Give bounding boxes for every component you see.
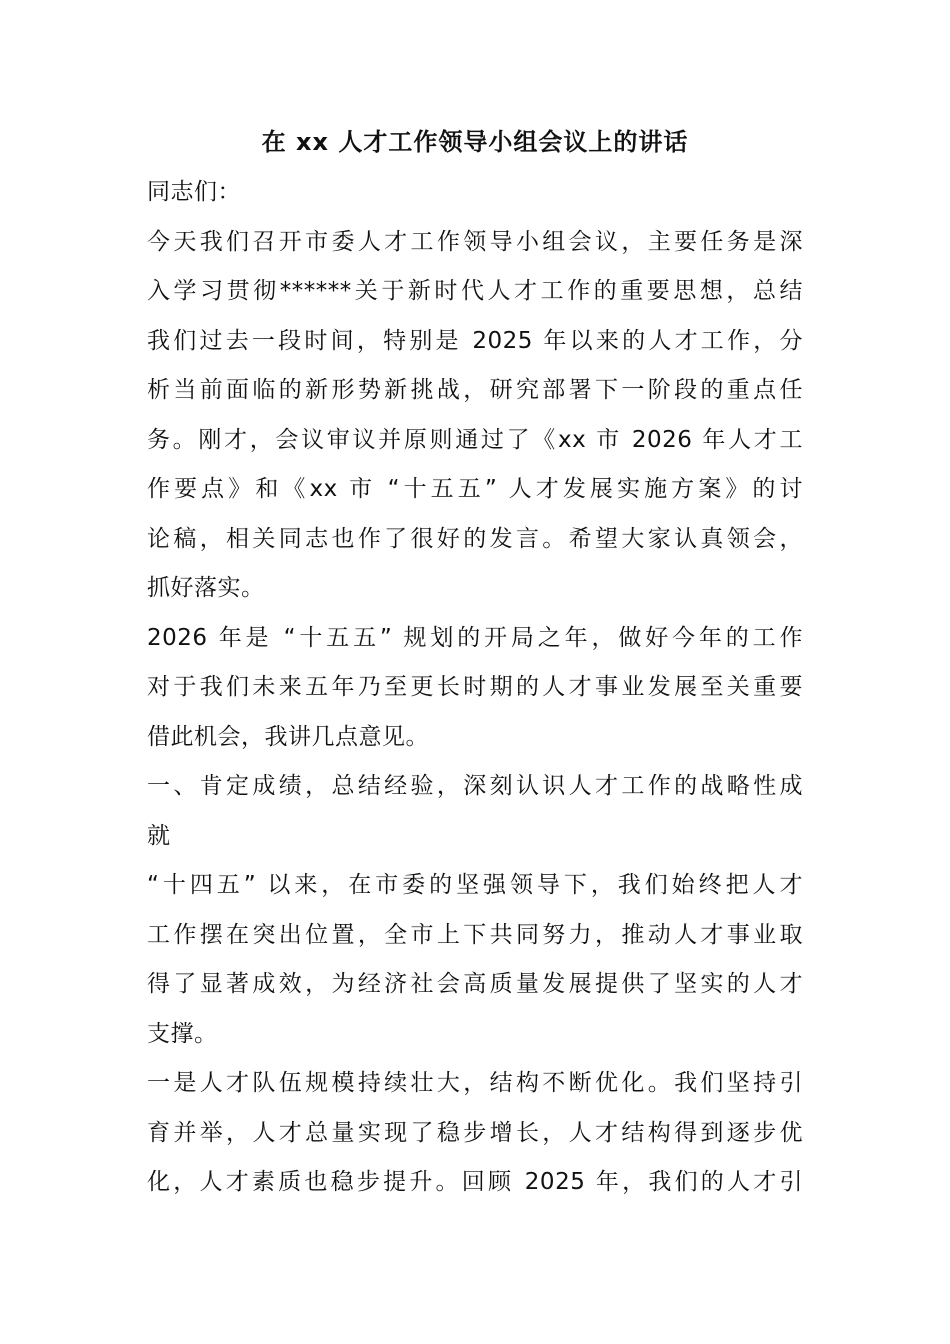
paragraph-line: 一是人才队伍规模持续壮大，结构不断优化。我们坚持引	[147, 1070, 803, 1096]
paragraph-line: 育并举，人才总量实现了稳步增长，人才结构得到逐步优	[147, 1119, 803, 1146]
paragraph-line: 抓好落实。	[147, 575, 265, 601]
paragraph-line: 对于我们未来五年乃至更长时期的人才事业发展至关重要	[147, 674, 803, 700]
paragraph-line: 得了显著成效，为经济社会高质量发展提供了坚实的人才	[147, 971, 803, 997]
paragraph-line: 化，人才素质也稳步提升。回顾 2025 年，我们的人才引	[147, 1169, 803, 1195]
document-title: 在 xx 人才工作领导小组会议上的讲话	[261, 128, 689, 156]
section-heading-line: 就	[147, 822, 171, 849]
document-body	[147, 168, 803, 1208]
section-heading-line: 一、肯定成绩，总结经验，深刻认识人才工作的战略性成	[147, 773, 803, 799]
paragraph-line: 借此机会，我讲几点意见。	[147, 723, 429, 750]
paragraph-line: 我们过去一段时间，特别是 2025 年以来的人才工作，分	[147, 327, 803, 354]
paragraph-line: 作要点》和《xx 市 “十五五” 人才发展实施方案》的讨	[147, 476, 803, 502]
paragraph-line: 工作摆在突出位置，全市上下共同努力，推动人才事业取	[147, 921, 803, 948]
paragraph-line: 今天我们召开市委人才工作领导小组会议，主要任务是深	[147, 228, 803, 255]
paragraph-line: 2026 年是 “十五五” 规划的开局之年，做好今年的工作	[147, 624, 803, 651]
paragraph-line: 支撑。	[147, 1020, 218, 1047]
paragraph-line: 析当前面临的新形势新挑战，研究部署下一阶段的重点任	[147, 377, 803, 403]
paragraph-line: 论稿，相关同志也作了很好的发言。希望大家认真领会，	[147, 525, 803, 552]
salutation-line: 同志们：	[147, 179, 241, 205]
paragraph-line: 务。刚才，会议审议并原则通过了《xx 市 2026 年人才工	[147, 426, 803, 453]
paragraph-line: 入学习贯彻******关于新时代人才工作的重要思想，总结	[147, 278, 803, 304]
paragraph-line: “十四五” 以来，在市委的坚强领导下，我们始终把人才	[147, 872, 803, 898]
